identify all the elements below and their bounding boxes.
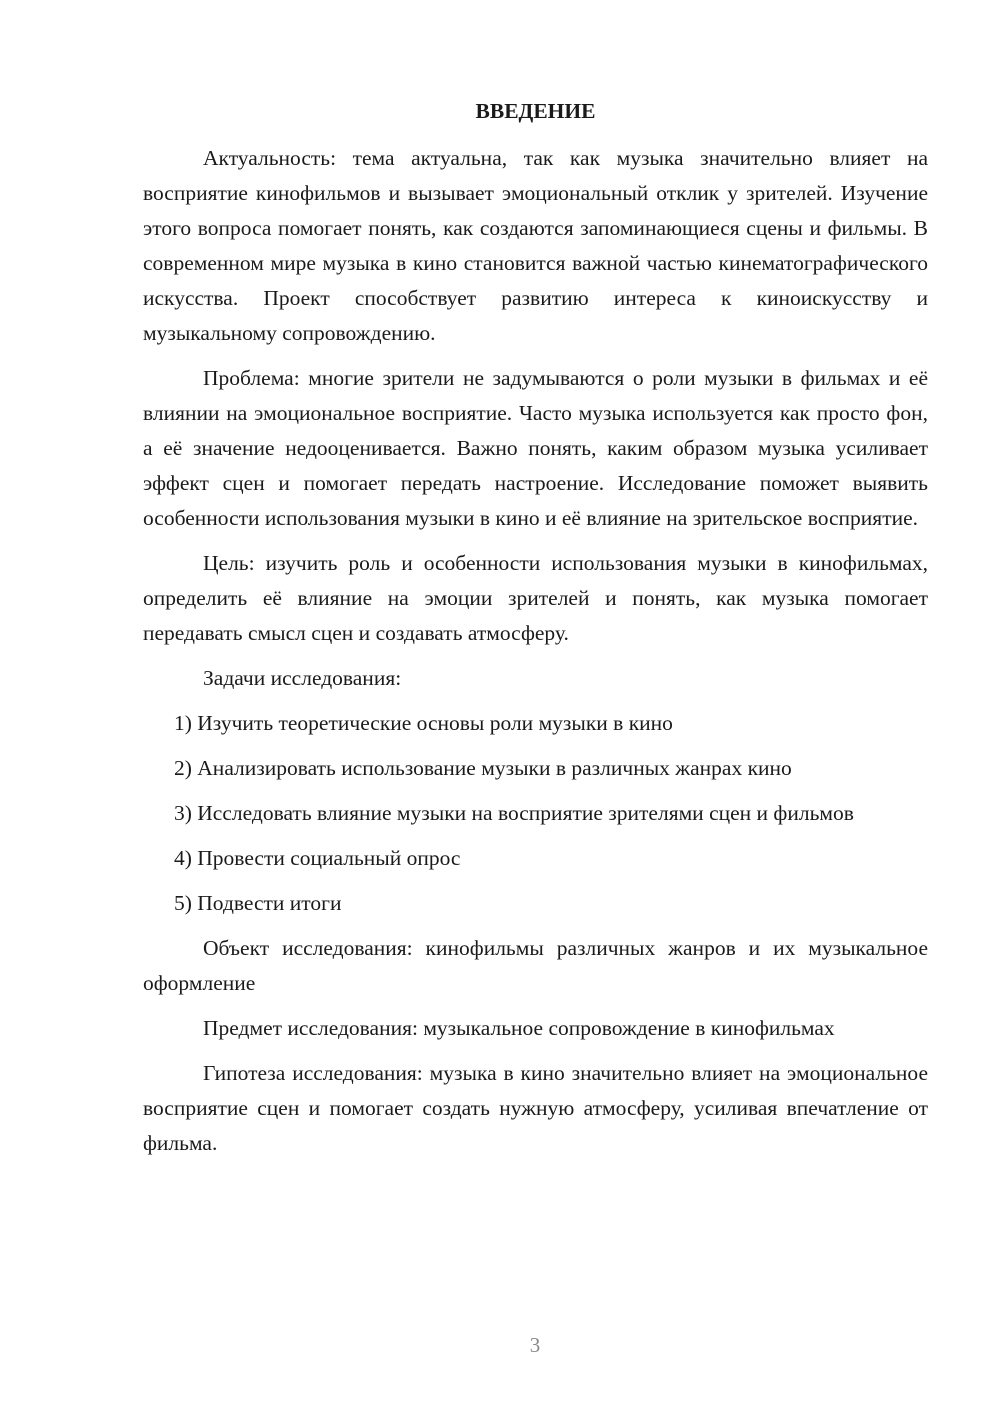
task-item-5: 5) Подвести итоги <box>174 891 342 915</box>
page-number: 3 <box>529 1333 541 1357</box>
section-heading: ВВЕДЕНИЕ <box>475 99 596 123</box>
paragraph-hypothesis: Гипотеза исследования: музыка в кино значительно влияет на эмоциональное восприятие сцен и помогает создать нужную атмосферу, усиливая впечатление от фильма. <box>143 1061 928 1155</box>
paragraph-problem: Проблема: многие зрители не задумываются о роли музыки в фильмах и её влиянии на эмоциональное восприятие. Часто музыка используется как просто фон, а её значение недооценивается. Важно понять, каким образом музыка усиливает эффект сцен и помогает передать настроение. Исследование поможет выявить особенности использования музыки в кино и её влияние на зрительское восприятие. <box>143 366 928 530</box>
page-content <box>143 94 928 1171</box>
task-item-2: 2) Анализировать использование музыки в различных жанрах кино <box>174 756 792 780</box>
paragraph-relevance: Актуальность: тема актуальна, так как музыка значительно влияет на восприятие кинофильмов и вызывает эмоциональный отклик у зрителей. Изучение этого вопроса помогает понять, как создаются запоминающиеся сцены и фильмы. В современном мире музыка в кино становится важной частью кинематографического искусства. Проект способствует развитию интереса к киноискусству и музыкальному сопровождению. <box>143 146 928 345</box>
task-item-1: 1) Изучить теоретические основы роли музыки в кино <box>174 711 673 735</box>
paragraph-object: Объект исследования: кинофильмы различных жанров и их музыкальное оформление <box>143 936 928 995</box>
task-item-3: 3) Исследовать влияние музыки на восприятие зрителями сцен и фильмов <box>174 801 854 825</box>
paragraph-goal: Цель: изучить роль и особенности использования музыки в кинофильмах, определить её влияние на эмоции зрителей и понять, как музыка помогает передавать смысл сцен и создавать атмосферу. <box>143 551 928 645</box>
tasks-title: Задачи исследования: <box>203 666 402 690</box>
paragraph-subject: Предмет исследования: музыкальное сопровождение в кинофильмах <box>203 1016 835 1040</box>
task-item-4: 4) Провести социальный опрос <box>174 846 461 870</box>
